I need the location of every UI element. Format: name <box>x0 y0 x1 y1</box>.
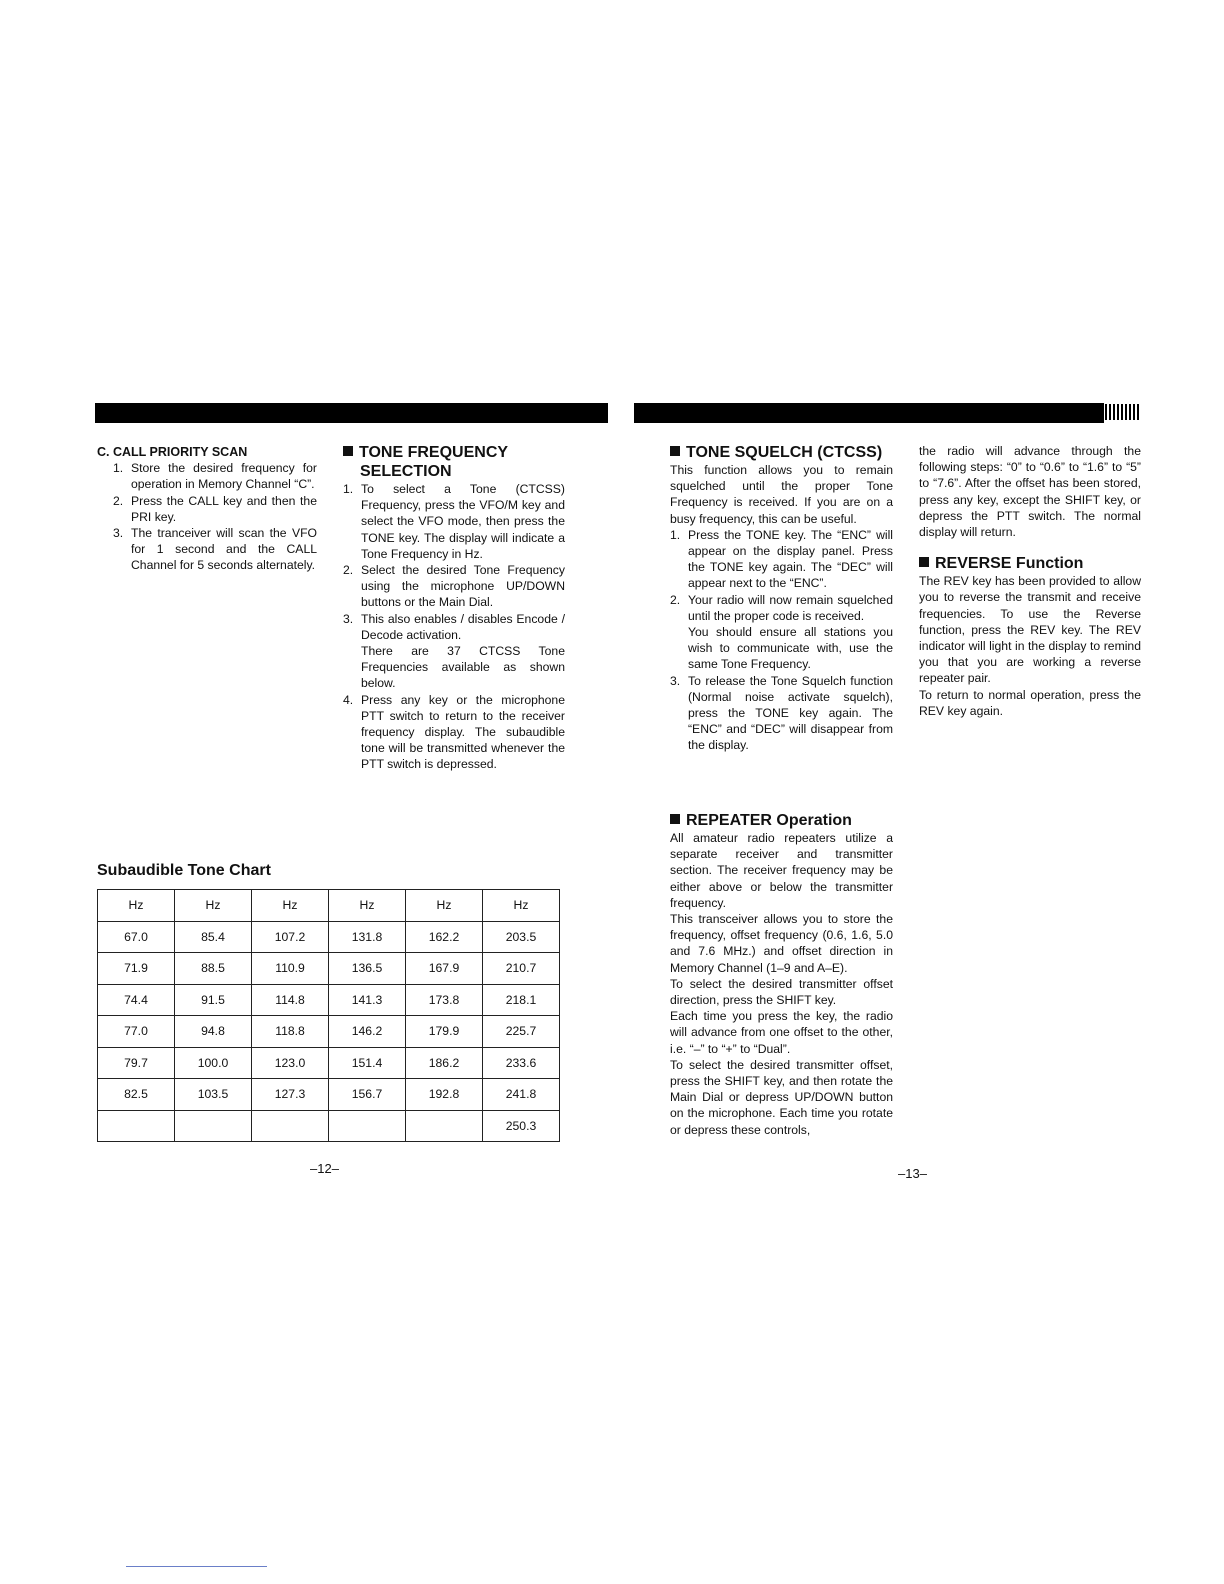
table-cell: 71.9 <box>98 953 175 985</box>
list-item: 1. Press the TONE key. The “ENC” will appear on the display panel. Press the TONE key again. The “DEC” will appear next to the “ENC”. <box>670 527 893 591</box>
right-header-bar <box>634 403 1104 423</box>
table-cell: 162.2 <box>406 921 483 953</box>
table-header-cell: Hz <box>483 890 560 922</box>
table-cell: 114.8 <box>252 984 329 1016</box>
call-priority-scan-heading: C. CALL PRIORITY SCAN <box>97 445 248 459</box>
reverse-paragraph: The REV key has been provided to allow you to reverse the transmit and receive frequencies. To use the Reverse function, press the REV key. The REV indicator will light in the display to remind you that you are working a reverse repeater pair. <box>919 574 1141 686</box>
list-item: 3. The tranceiver will scan the VFO for 1 second and the CALL Channel for 5 seconds alternately. <box>113 526 317 573</box>
tone-frequency-heading-line2: SELECTION <box>360 463 452 480</box>
repeater-heading: REPEATER Operation <box>670 811 893 830</box>
repeater-section <box>670 811 893 1138</box>
table-cell: 179.9 <box>406 1016 483 1048</box>
bullet-square-icon <box>343 446 353 456</box>
table-row <box>98 953 560 985</box>
table-cell: 85.4 <box>175 921 252 953</box>
table-row <box>98 1110 560 1142</box>
table-cell: 94.8 <box>175 1016 252 1048</box>
page-number-left: –12– <box>310 1161 339 1176</box>
table-cell: 250.3 <box>483 1110 560 1142</box>
left-header-bar <box>95 403 608 423</box>
table-cell: 241.8 <box>483 1079 560 1111</box>
table-cell: 136.5 <box>329 953 406 985</box>
reverse-heading: REVERSE Function <box>919 554 1141 573</box>
table-cell: 203.5 <box>483 921 560 953</box>
call-scan-steps <box>97 460 317 573</box>
table-cell: 127.3 <box>252 1079 329 1111</box>
table-cell: 233.6 <box>483 1047 560 1079</box>
repeater-paragraph: To select the desired transmitter offset, press the SHIFT key, and then rotate the Main Dial or depress UP/DOWN button on the microphone. Each time you rotate or depress these controls, <box>670 1057 893 1137</box>
list-item: 2. Press the CALL key and then the PRI key. <box>113 493 317 524</box>
table-cell: 146.2 <box>329 1016 406 1048</box>
tone-squelch-section <box>670 443 893 754</box>
table-cell: 151.4 <box>329 1047 406 1079</box>
bullet-square-icon <box>919 557 929 567</box>
table-cell: 210.7 <box>483 953 560 985</box>
table-cell: 77.0 <box>98 1016 175 1048</box>
table-row <box>98 1079 560 1111</box>
table-cell: 118.8 <box>252 1016 329 1048</box>
table-cell: 218.1 <box>483 984 560 1016</box>
list-item: 2. Your radio will now remain squelched until the proper code is received. You should ensure all stations you wish to communicate with, use the same Tone Frequency. <box>670 592 893 672</box>
table-row <box>98 1016 560 1048</box>
table-cell: 141.3 <box>329 984 406 1016</box>
footer-rule <box>126 1566 267 1567</box>
table-cell: 225.7 <box>483 1016 560 1048</box>
table-cell: 103.5 <box>175 1079 252 1111</box>
table-header-cell: Hz <box>98 890 175 922</box>
list-item: 2. Select the desired Tone Frequency using the microphone UP/DOWN buttons or the Main Dial. <box>343 563 565 610</box>
page-number-right: –13– <box>898 1166 927 1181</box>
table-cell: 79.7 <box>98 1047 175 1079</box>
tone-frequency-heading: TONE FREQUENCY <box>343 443 565 462</box>
table-cell: 100.0 <box>175 1047 252 1079</box>
table-row <box>98 921 560 953</box>
tone-chart-title: Subaudible Tone Chart <box>97 862 271 879</box>
table-cell: 173.8 <box>406 984 483 1016</box>
table-cell: 123.0 <box>252 1047 329 1079</box>
list-item: 3. This also enables / disables Encode / Decode activation. There are 37 CTCSS Tone Frequencies available as shown below. <box>343 611 565 691</box>
table-header-cell: Hz <box>252 890 329 922</box>
tone-chart-table <box>97 889 560 1142</box>
table-cell: 192.8 <box>406 1079 483 1111</box>
table-header-cell: Hz <box>329 890 406 922</box>
repeater-paragraph: All amateur radio repeaters utilize a separate receiver and transmitter section. The receiver frequency may be either above or below the transmitter frequency. <box>670 831 893 910</box>
table-cell <box>329 1110 406 1142</box>
table-cell: 186.2 <box>406 1047 483 1079</box>
tone-squelch-steps <box>670 527 893 754</box>
call-priority-scan-section <box>97 444 317 574</box>
table-cell: 88.5 <box>175 953 252 985</box>
offset-continuation-text: the radio will advance through the following steps: “0” to “0.6” to “1.6” to “5” to “7.6”. After the offset has been stored, press any key, except the SHIFT key, or depress the PTT switch. The normal display will return. <box>919 444 1141 540</box>
table-cell: 107.2 <box>252 921 329 953</box>
table-cell: 82.5 <box>98 1079 175 1111</box>
list-item: 4. Press any key or the microphone PTT switch to return to the receiver frequency display. The subaudible tone will be transmitted whenever the PTT switch is depressed. <box>343 692 565 772</box>
table-cell: 131.8 <box>329 921 406 953</box>
table-cell: 67.0 <box>98 921 175 953</box>
table-header-row <box>98 890 560 922</box>
table-cell <box>98 1110 175 1142</box>
table-cell <box>175 1110 252 1142</box>
bullet-square-icon <box>670 814 680 824</box>
tone-squelch-heading: TONE SQUELCH (CTCSS) <box>670 443 893 462</box>
tone-frequency-section <box>343 443 565 773</box>
right-column-2 <box>919 443 1141 719</box>
table-cell: 156.7 <box>329 1079 406 1111</box>
table-cell: 110.9 <box>252 953 329 985</box>
list-item: 1. To select a Tone (CTCSS) Frequency, press the VFO/M key and select the VFO mode, then press the TONE key. The display will indicate a Tone Frequency in Hz. <box>343 482 565 561</box>
list-item: 3. To release the Tone Squelch function (Normal noise activate squelch), press the TONE key again. The “ENC” and “DEC” will disappear from the display. <box>670 673 893 753</box>
table-cell: 91.5 <box>175 984 252 1016</box>
repeater-paragraph: Each time you press the key, the radio will advance from one offset to the other, i.e. “–” to “+” to “Dual”. <box>670 1009 893 1056</box>
table-header-cell: Hz <box>175 890 252 922</box>
repeater-paragraph: To select the desired transmitter offset direction, press the SHIFT key. <box>670 976 893 1008</box>
tone-squelch-intro: This function allows you to remain squelched until the proper Tone Frequency is received. If you are on a busy frequency, this can be useful. <box>670 463 893 526</box>
repeater-paragraph: This transceiver allows you to store the frequency, offset frequency (0.6, 1.6, 5.0 and 7.6 MHz.) and offset direction in Memory Channel (1–9 and A–E). <box>670 912 893 975</box>
table-cell <box>406 1110 483 1142</box>
table-header-cell: Hz <box>406 890 483 922</box>
list-item: 1. Store the desired frequency for operation in Memory Channel “C”. <box>113 461 317 492</box>
table-row <box>98 1047 560 1079</box>
table-row <box>98 984 560 1016</box>
corner-barcode-mark <box>1105 404 1141 420</box>
table-cell: 167.9 <box>406 953 483 985</box>
tone-frequency-steps <box>343 481 565 773</box>
table-cell <box>252 1110 329 1142</box>
reverse-paragraph: To return to normal operation, press the REV key again. <box>919 687 1141 718</box>
table-cell: 74.4 <box>98 984 175 1016</box>
bullet-square-icon <box>670 446 680 456</box>
